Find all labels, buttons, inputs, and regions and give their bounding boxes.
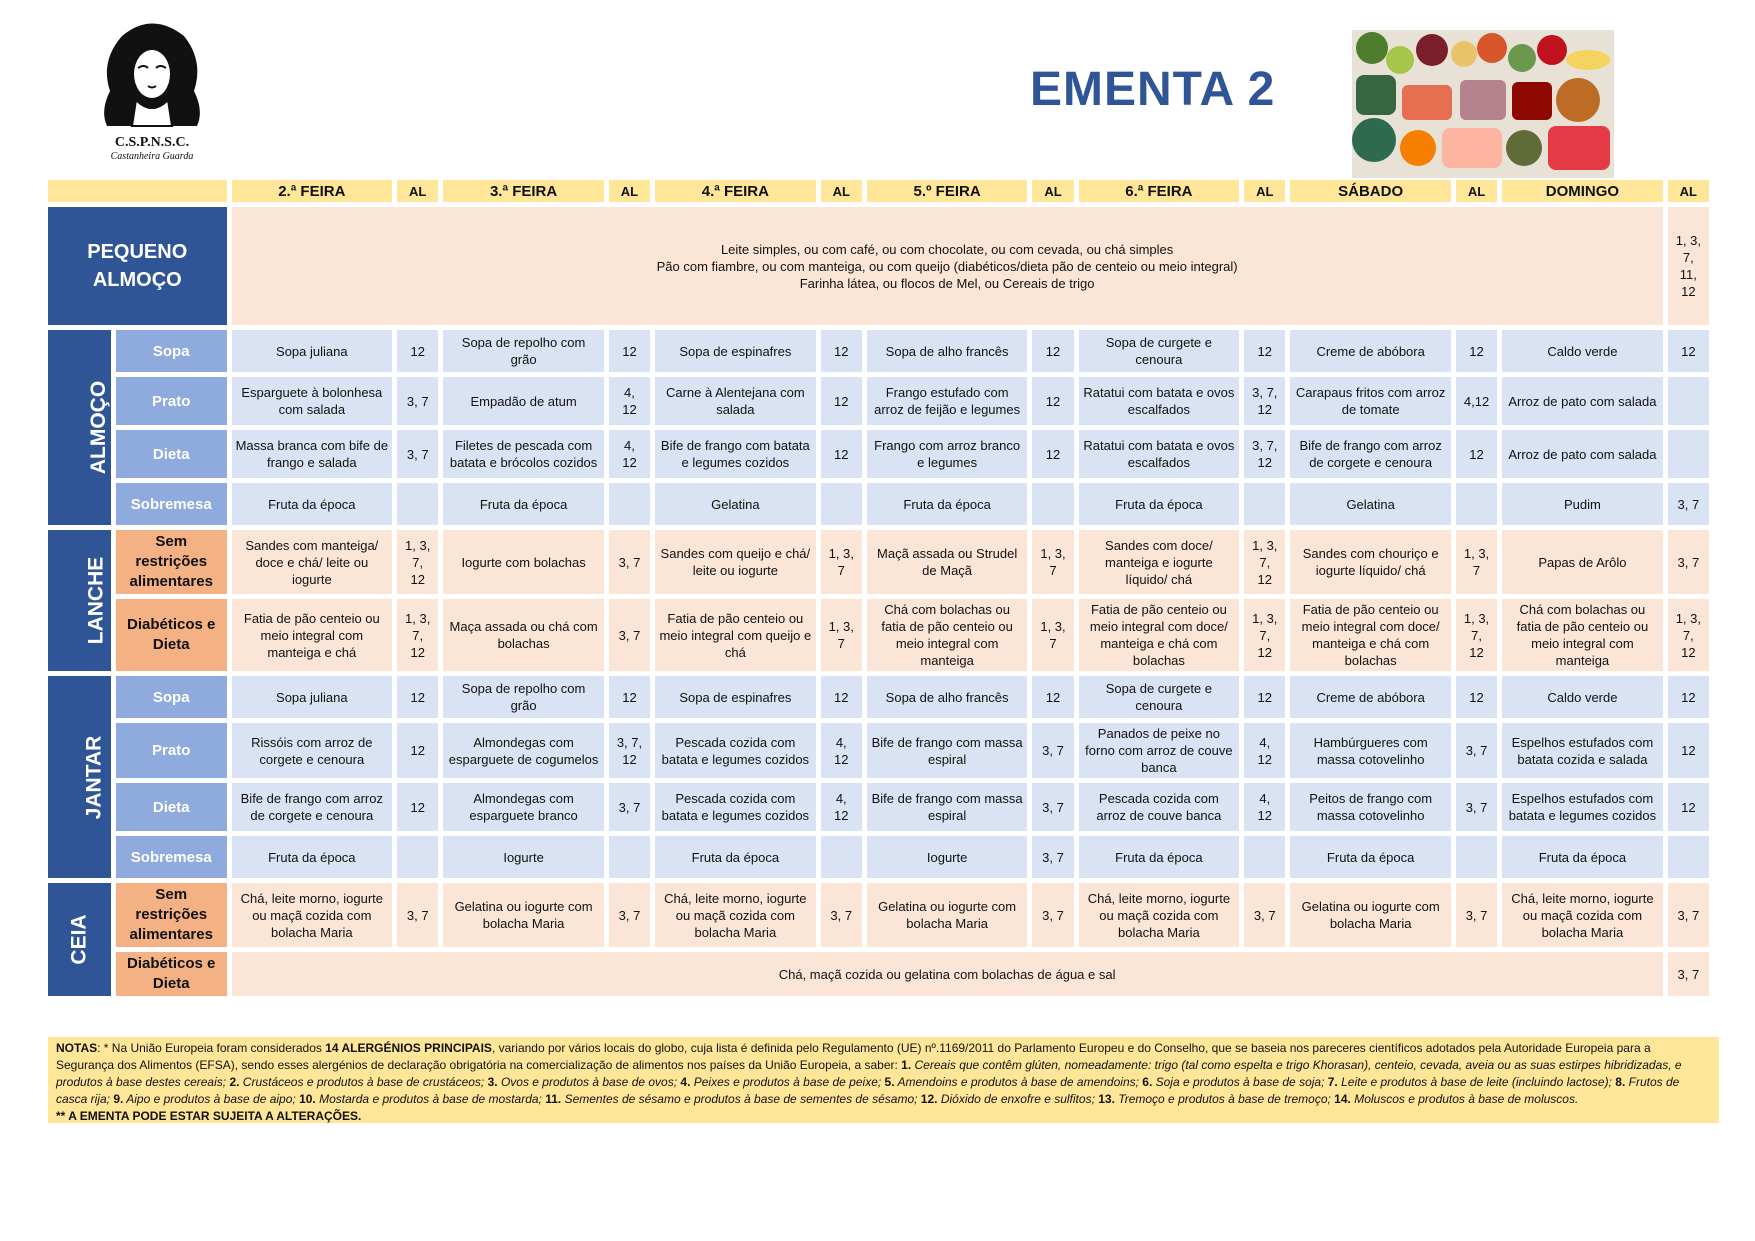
meal-row-label: Sopa [116,676,227,718]
meal-cell: Fruta da época [1290,836,1451,878]
meal-cell: Carapaus fritos com arroz de tomate [1290,377,1451,425]
allergen-cell: 3, 7 [821,883,862,947]
al-header: AL [1244,180,1285,202]
allergen-cell: 12 [821,330,862,372]
pequeno-almoco-row [48,207,1709,325]
al-header: AL [1456,180,1497,202]
meal-cell: Ratatui com batata e ovos escalfados [1079,430,1240,478]
lanche-row [48,599,1709,671]
allergen-cell: 4, 12 [1244,783,1285,831]
allergen-cell: 1, 3, 7 [1456,530,1497,594]
meal-cell: Sandes com queijo e chá/ leite ou iogurte [655,530,816,594]
allergen-cell: 1, 3, 7 [1032,599,1073,671]
meal-cell: Sopa de repolho com grão [443,676,604,718]
days-header-row [48,180,1709,202]
allergen-number: 2. [229,1075,240,1089]
allergen-cell: 4, 12 [609,430,650,478]
day-header: 3.ª FEIRA [443,180,604,202]
section-almoco [48,330,111,525]
meal-cell: Sopa de alho francês [867,676,1028,718]
meal-cell: Chá, leite morno, iogurte ou maçã cozida com bolacha Maria [655,883,816,947]
meal-row-label: Sobremesa [116,483,227,525]
allergen-cell [821,483,862,525]
allergen-description: Crustáceos e produtos à base de crustáceos; [239,1075,488,1089]
lanche-row [48,530,1709,594]
meal-row-label: Sem restrições alimentares [116,530,227,594]
day-header: DOMINGO [1502,180,1663,202]
allergen-cell: 1, 3, 7, 12 [397,599,438,671]
menu-table [43,175,1714,1001]
allergen-cell: 3, 7 [397,377,438,425]
meal-cell: Fruta da época [443,483,604,525]
section-label: LANCHE [84,556,108,645]
almoco-row [48,483,1709,525]
allergen-cell: 1, 3, 7, 11, 12 [1668,207,1709,325]
allergen-description: Dióxido de enxofre e sulfitos; [937,1092,1099,1106]
meal-cell: Fruta da época [232,483,393,525]
allergen-number: 11. [545,1092,562,1106]
allergen-cell: 12 [1244,676,1285,718]
allergen-cell [1456,483,1497,525]
meal-cell: Gelatina [655,483,816,525]
allergen-cell: 12 [1032,330,1073,372]
allergen-cell: 12 [1456,330,1497,372]
meal-cell: Chá, leite morno, iogurte ou maçã cozida com bolacha Maria [232,883,393,947]
notes-footer: ** A EMENTA PODE ESTAR SUJEITA A ALTERAÇÕES. [56,1109,362,1123]
meal-cell: Bife de frango com arroz de corgete e cenoura [232,783,393,831]
page-title: EMENTA 2 [1030,63,1276,116]
meal-cell: Sopa juliana [232,676,393,718]
allergen-description: Cereais que contêm glúten, nomeadamente: trigo (tal como espelta e trigo Khorasan), centeio, cevada, aveia ou as suas estirpes hibridizadas, e produtos à base destes cereais; [56,1058,1682,1089]
meal-cell: Empadão de atum [443,377,604,425]
allergen-number: 7. [1327,1075,1338,1089]
allergen-number: 9. [113,1092,124,1106]
meal-cell: Arroz de pato com salada [1502,377,1663,425]
meal-row-label: Diabéticos e Dieta [116,599,227,671]
meal-cell: Sopa de curgete e cenoura [1079,330,1240,372]
meal-row-label: Sopa [116,330,227,372]
al-header: AL [1668,180,1709,202]
meal-cell: Iogurte [443,836,604,878]
meal-cell: Panados de peixe no forno com arroz de couve banca [1079,723,1240,778]
meal-cell: Fatia de pão centeio ou meio integral com doce/ manteiga e chá com bolachas [1290,599,1451,671]
meal-cell: Pescada cozida com arroz de couve banca [1079,783,1240,831]
meal-cell: Frango estufado com arroz de feijão e legumes [867,377,1028,425]
meal-cell: Sandes com manteiga/ doce e chá/ leite ou iogurte [232,530,393,594]
meal-cell: Ratatui com batata e ovos escalfados [1079,377,1240,425]
allergen-cell: 12 [821,377,862,425]
allergen-description: Moluscos e produtos à base de moluscos. [1350,1092,1579,1106]
al-header: AL [609,180,650,202]
ceia-row [48,952,1709,996]
allergen-cell: 3, 7 [397,430,438,478]
meal-row-label: Dieta [116,783,227,831]
allergen-cell [609,483,650,525]
section-label: CEIA [67,914,91,965]
meal-cell: Pescada cozida com batata e legumes cozidos [655,783,816,831]
allergen-cell: 4, 12 [821,723,862,778]
meal-cell: Sopa de espinafres [655,330,816,372]
meal-cell: Sandes com doce/ manteiga e iogurte líquido/ chá [1079,530,1240,594]
day-header: 5.º FEIRA [867,180,1028,202]
meal-cell: Pudim [1502,483,1663,525]
meal-cell: Fatia de pão centeio ou meio integral com queijo e chá [655,599,816,671]
allergen-cell [1668,430,1709,478]
meal-cell: Caldo verde [1502,330,1663,372]
meal-cell: Fruta da época [1079,483,1240,525]
allergen-cell: 3, 7, 12 [1244,430,1285,478]
meal-cell: Maça assada ou chá com bolachas [443,599,604,671]
allergen-number: 12. [920,1092,938,1106]
meal-cell: Peitos de frango com massa cotovelinho [1290,783,1451,831]
meal-cell: Almondegas com esparguete branco [443,783,604,831]
meal-cell: Bife de frango com massa espiral [867,783,1028,831]
meal-cell: Sopa de repolho com grão [443,330,604,372]
day-header: 6.ª FEIRA [1079,180,1240,202]
allergen-cell: 3, 7 [609,530,650,594]
meal-cell: Fruta da época [867,483,1028,525]
meal-cell: Pescada cozida com batata e legumes cozidos [655,723,816,778]
meal-cell: Almondegas com esparguete de cogumelos [443,723,604,778]
allergen-cell: 12 [1032,676,1073,718]
allergen-cell: 12 [609,330,650,372]
allergen-cell: 12 [1668,676,1709,718]
allergen-number: 6. [1142,1075,1153,1089]
allergen-cell: 12 [1668,330,1709,372]
allergen-cell [1668,377,1709,425]
allergen-cell: 3, 7 [1032,883,1073,947]
meal-cell: Iogurte [867,836,1028,878]
allergen-cell: 1, 3, 7, 12 [1456,599,1497,671]
allergen-cell: 1, 3, 7, 12 [397,530,438,594]
allergen-cell: 1, 3, 7, 12 [1244,599,1285,671]
allergen-number: 3. [487,1075,498,1089]
allergen-cell: 12 [1456,430,1497,478]
meal-cell: Sopa juliana [232,330,393,372]
meal-cell: Chá, leite morno, iogurte ou maçã cozida com bolacha Maria [1502,883,1663,947]
corner-cell [48,180,227,202]
meal-row-label: Prato [116,723,227,778]
allergen-cell [397,836,438,878]
meal-cell: Sandes com chouriço e iogurte líquido/ chá [1290,530,1451,594]
meal-cell: Sopa de curgete e cenoura [1079,676,1240,718]
meal-cell: Bife de frango com batata e legumes cozidos [655,430,816,478]
allergen-cell: 3, 7 [609,783,650,831]
al-header: AL [821,180,862,202]
jantar-row [48,723,1709,778]
allergen-cell: 3, 7 [397,883,438,947]
allergen-description: Mostarda e produtos à base de mostarda; [315,1092,546,1106]
meal-cell: Fruta da época [655,836,816,878]
meal-cell: Gelatina ou iogurte com bolacha Maria [867,883,1028,947]
allergen-cell: 12 [609,676,650,718]
allergen-cell: 12 [397,330,438,372]
allergen-cell: 4, 12 [609,377,650,425]
allergen-number: 5. [884,1075,895,1089]
allergen-cell: 3, 7 [1032,723,1073,778]
section-lanche [48,530,111,671]
notes-lead: NOTAS [56,1041,98,1055]
svg-text:Castanheira Guarda: Castanheira Guarda [110,151,194,162]
pequeno-almoco-text: Leite simples, ou com café, ou com chocolate, ou com cevada, ou chá simples Pão com fiambre, ou com manteiga, ou com queijo (diabéticos/dieta pão de centeio ou meio integral) Farinha látea, ou flocos de Mel, ou Cereais de trigo [232,207,1663,325]
allergen-number: 10. [299,1092,316,1106]
allergen-cell: 12 [1244,330,1285,372]
allergen-cell [1456,836,1497,878]
allergen-cell: 1, 3, 7 [1032,530,1073,594]
allergen-description: Leite e produtos à base de leite (incluindo lactose); [1337,1075,1616,1089]
meal-cell: Chá com bolachas ou fatia de pão centeio ou meio integral com manteiga [1502,599,1663,671]
allergen-cell: 3, 7 [1456,723,1497,778]
allergen-cell: 12 [397,783,438,831]
meal-cell: Chá com bolachas ou fatia de pão centeio ou meio integral com manteiga [867,599,1028,671]
allergen-cell: 3, 7 [1668,530,1709,594]
allergen-cell: 4,12 [1456,377,1497,425]
meal-cell: Creme de abóbora [1290,330,1451,372]
allergen-cell: 3, 7 [1032,783,1073,831]
meal-cell: Maçã assada ou Strudel de Maçã [867,530,1028,594]
section-ceia [48,883,111,996]
meal-cell: Fatia de pão centeio ou meio integral com manteiga e chá [232,599,393,671]
meal-row-label: Sem restrições alimentares [116,883,227,947]
meal-cell: Frango com arroz branco e legumes [867,430,1028,478]
notes-text: , variando por vários locais do globo, cuja lista é definida pelo Regulamento (UE) nº.1169/2011 do Parlamento Europeu e do Conselho, que se baseia nos pareceres científicos adotados pela Autoridade Europeia para a Segurança dos Alimentos (EFSA), sendo esses alergénios de declaração obrigatória na comercialização de alimentos nos países da União Europeia, a saber: [56,1041,1651,1072]
meal-cell: Esparguete à bolonhesa com salada [232,377,393,425]
meal-cell: Iogurte com bolachas [443,530,604,594]
notes-bold: 14 ALERGÉNIOS PRINCIPAIS [325,1041,492,1055]
allergen-number: 1. [901,1058,912,1072]
allergen-cell: 3, 7 [609,883,650,947]
allergen-cell [1244,836,1285,878]
allergen-cell: 3, 7, 12 [1244,377,1285,425]
svg-text:C.S.P.N.S.C.: C.S.P.N.S.C. [114,135,190,150]
allergen-cell: 12 [821,676,862,718]
allergen-cell: 3, 7, 12 [609,723,650,778]
meal-cell: Fatia de pão centeio ou meio integral com doce/ manteiga e chá com bolachas [1079,599,1240,671]
meal-cell: Sopa de espinafres [655,676,816,718]
section-jantar [48,676,111,878]
meal-row-label: Sobremesa [116,836,227,878]
allergen-cell: 3, 7 [1456,883,1497,947]
meal-cell: Carne à Alentejana com salada [655,377,816,425]
allergen-cell [1668,836,1709,878]
meal-cell: Fruta da época [1502,836,1663,878]
jantar-row [48,783,1709,831]
meal-row-label: Dieta [116,430,227,478]
meal-row-label: Prato [116,377,227,425]
allergen-cell: 3, 7 [1456,783,1497,831]
allergen-cell: 1, 3, 7 [821,599,862,671]
allergen-cell [609,836,650,878]
almoco-row [48,430,1709,478]
meal-cell: Fruta da época [232,836,393,878]
meal-cell: Sopa de alho francês [867,330,1028,372]
day-header: 2.ª FEIRA [232,180,393,202]
allergen-description: Ovos e produtos à base de ovos; [497,1075,681,1089]
allergen-cell: 12 [397,676,438,718]
logo [92,16,212,166]
allergen-number: 8. [1615,1075,1626,1089]
allergen-number: 13. [1098,1092,1115,1106]
allergen-cell [1032,483,1073,525]
meal-cell: Bife de frango com massa espiral [867,723,1028,778]
section-label: ALMOÇO [87,380,111,475]
section-label: JANTAR [82,735,106,819]
meal-cell: Filetes de pescada com batata e brócolos cozidos [443,430,604,478]
allergen-number: 14. [1334,1092,1351,1106]
allergen-cell: 12 [1668,723,1709,778]
jantar-row [48,836,1709,878]
allergen-cell: 12 [397,723,438,778]
allergen-cell: 3, 7 [609,599,650,671]
allergen-notes [48,1037,1719,1123]
section-pequeno-almoco: PEQUENO ALMOÇO [48,207,227,325]
allergen-cell: 12 [821,430,862,478]
allergen-cell: 3, 7 [1668,952,1709,996]
allergen-cell [1244,483,1285,525]
allergen-cell: 1, 3, 7 [821,530,862,594]
allergen-cell [397,483,438,525]
day-header: SÁBADO [1290,180,1451,202]
meal-cell: Gelatina [1290,483,1451,525]
allergen-cell: 12 [1456,676,1497,718]
allergen-cell: 1, 3, 7, 12 [1244,530,1285,594]
notes-text: : * Na União Europeia foram considerados [97,1041,326,1055]
allergen-cell: 12 [1032,377,1073,425]
allergen-cell: 4, 12 [1244,723,1285,778]
allergen-number: 4. [680,1075,691,1089]
allergen-description: Frutos de casca rija; [56,1075,1680,1106]
meal-cell: Espelhos estufados com batata cozida e salada [1502,723,1663,778]
meal-cell: Espelhos estufados com batata e legumes cozidos [1502,783,1663,831]
meal-cell: Rissóis com arroz de corgete e cenoura [232,723,393,778]
allergen-description: Aipo e produtos à base de aipo; [123,1092,300,1106]
allergen-cell: 3, 7 [1032,836,1073,878]
allergen-cell: 3, 7 [1668,483,1709,525]
al-header: AL [1032,180,1073,202]
ceia-row [48,883,1709,947]
al-header: AL [397,180,438,202]
meal-cell: Gelatina ou iogurte com bolacha Maria [443,883,604,947]
meal-row-label: Diabéticos e Dieta [116,952,227,996]
meal-cell: Fruta da época [1079,836,1240,878]
meal-cell: Caldo verde [1502,676,1663,718]
allergen-cell: 12 [1032,430,1073,478]
allergen-description: Amendoins e produtos à base de amendoins; [894,1075,1143,1089]
almoco-row [48,330,1709,372]
allergen-description: Tremoço e produtos à base de tremoço; [1114,1092,1335,1106]
allergen-cell: 3, 7 [1244,883,1285,947]
allergen-cell: 3, 7 [1668,883,1709,947]
meal-cell: Chá, leite morno, iogurte ou maçã cozida com bolacha Maria [1079,883,1240,947]
allergen-cell: 12 [1668,783,1709,831]
allergen-cell: 1, 3, 7, 12 [1668,599,1709,671]
menu-body [48,180,1709,996]
allergen-description: Peixes e produtos à base de peixe; [690,1075,885,1089]
jantar-row [48,676,1709,718]
allergen-description: Sementes de sésamo e produtos à base de sementes de sésamo; [561,1092,921,1106]
day-header: 4.ª FEIRA [655,180,816,202]
meal-cell: Papas de Arôlo [1502,530,1663,594]
allergen-description: Soja e produtos à base de soja; [1152,1075,1328,1089]
meal-cell: Bife de frango com arroz de corgete e cenoura [1290,430,1451,478]
meal-cell: Hambúrgueres com massa cotovelinho [1290,723,1451,778]
meal-cell: Massa branca com bife de frango e salada [232,430,393,478]
merged-meal-cell: Chá, maçã cozida ou gelatina com bolachas de água e sal [232,952,1663,996]
food-photo [1352,30,1614,178]
meal-cell: Creme de abóbora [1290,676,1451,718]
allergen-cell: 4, 12 [821,783,862,831]
meal-cell: Arroz de pato com salada [1502,430,1663,478]
allergen-cell [821,836,862,878]
almoco-row [48,377,1709,425]
meal-cell: Gelatina ou iogurte com bolacha Maria [1290,883,1451,947]
